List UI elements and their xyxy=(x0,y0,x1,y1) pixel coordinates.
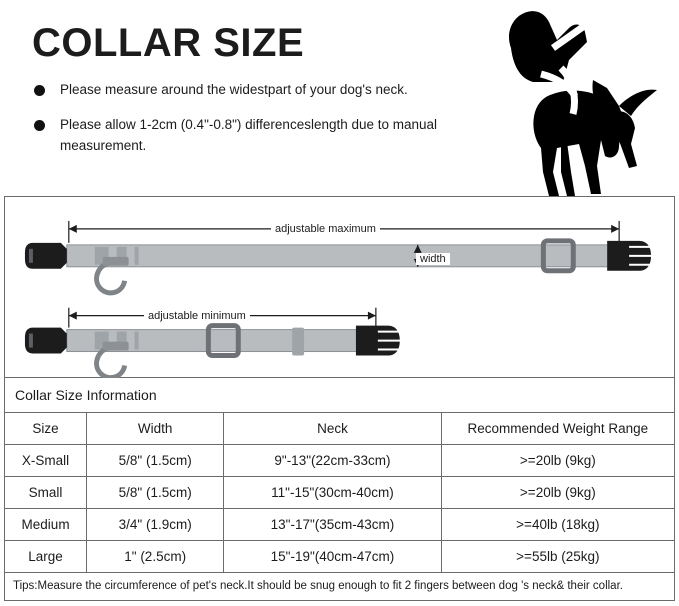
instruction-text: Please measure around the widestpart of your dog's neck. xyxy=(60,82,408,97)
cell-neck: 13"-17"(35cm-43cm) xyxy=(224,509,441,541)
instruction-text: Please allow 1-2cm (0.4"-0.8") differenceslength due to manual measurement. xyxy=(60,116,438,153)
cell-width: 1" (2.5cm) xyxy=(87,541,224,573)
header-section xyxy=(0,0,679,196)
cell-width: 5/8" (1.5cm) xyxy=(87,477,224,509)
cell-size: Large xyxy=(5,541,87,573)
cell-size: X-Small xyxy=(5,445,87,477)
dimension-label-width: width xyxy=(416,253,450,265)
collar-diagram-panel xyxy=(4,196,675,378)
cell-width: 5/8" (1.5cm) xyxy=(87,445,224,477)
dimension-label-maximum: adjustable maximum xyxy=(271,223,380,235)
table-row xyxy=(5,509,674,541)
cell-width: 3/4" (1.9cm) xyxy=(87,509,224,541)
collar-size-table xyxy=(5,378,674,572)
table-row xyxy=(5,477,674,509)
column-header-weight: Recommended Weight Range xyxy=(441,413,674,445)
column-header-size: Size xyxy=(5,413,87,445)
size-table-container xyxy=(4,378,675,573)
cell-neck: 15"-19"(40cm-47cm) xyxy=(224,541,441,573)
dimension-label-minimum: adjustable minimum xyxy=(144,310,250,322)
page-title: COLLAR SIZE xyxy=(32,21,305,65)
cell-weight: >=55lb (25kg) xyxy=(441,541,674,573)
dog-silhouette-icon xyxy=(441,2,661,197)
list-item xyxy=(32,80,450,101)
table-row xyxy=(5,445,674,477)
bullet-dot-icon xyxy=(34,120,45,131)
table-row xyxy=(5,541,674,573)
list-item xyxy=(32,115,450,157)
table-caption: Collar Size Information xyxy=(5,378,674,413)
bullet-dot-icon xyxy=(34,85,45,96)
column-header-width: Width xyxy=(87,413,224,445)
tips-note: Tips:Measure the circumference of pet's neck.It should be snug enough to fit 2 fingers between dog 's neck& their collar. xyxy=(4,573,675,601)
cell-weight: >=20lb (9kg) xyxy=(441,445,674,477)
cell-neck: 11"-15"(30cm-40cm) xyxy=(224,477,441,509)
cell-size: Small xyxy=(5,477,87,509)
cell-weight: >=20lb (9kg) xyxy=(441,477,674,509)
column-header-neck: Neck xyxy=(224,413,441,445)
cell-weight: >=40lb (18kg) xyxy=(441,509,674,541)
cell-neck: 9"-13"(22cm-33cm) xyxy=(224,445,441,477)
cell-size: Medium xyxy=(5,509,87,541)
table-header-row xyxy=(5,413,674,445)
